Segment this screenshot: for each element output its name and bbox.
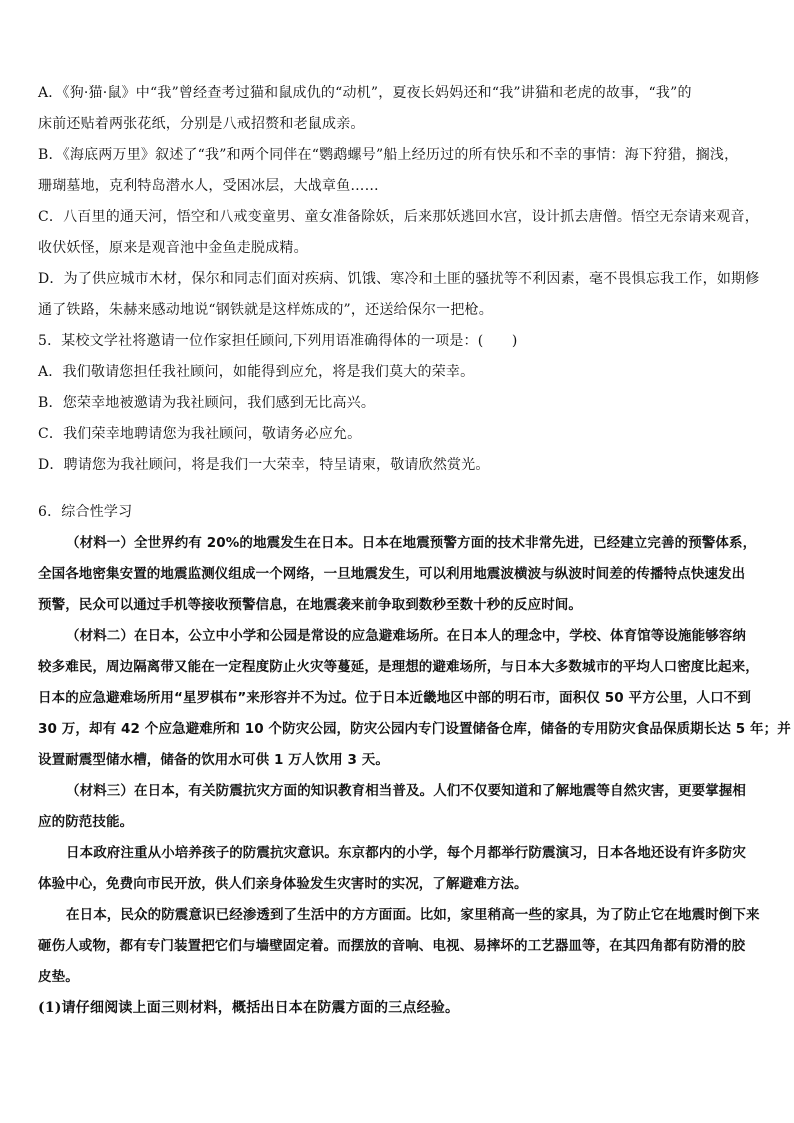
spacer xyxy=(38,481,756,497)
text-line: C．八百里的通天河，悟空和八戒变童男、童女准备除妖，后来那妖逃回水宫，设计抓去唐僧。悟空无奈请来观音， xyxy=(38,209,759,225)
q5-option-d: D．聘请您为我社顾问，将是我们一大荣幸，特呈请柬，敬请欣然赏光。 xyxy=(38,457,490,473)
question-5 xyxy=(38,326,756,481)
text-line: 在日本，民众的防震意识已经渗透到了生活中的方方面面。比如，家里稍高一些的家具，为了防止它在地震时倒下来 xyxy=(66,907,760,923)
text-line: 日本的应急避难场所用“星罗棋布”来形容并不为过。位于日本近畿地区中部的明石市，面积仅 50 平方公里，人口不到 xyxy=(38,690,751,706)
text-line: 较多难民，周边隔离带又能在一定程度防止火灾等蔓延，是理想的避难场所，与日本大多数城市的平均人口密度比起来， xyxy=(38,659,759,675)
text-line: A．《狗·猫·鼠》中“我”曾经查考过猫和鼠成仇的“动机”，夏夜长妈妈还和“我”讲猫和老虎的故事，“我”的 xyxy=(38,85,692,101)
q4-option-d xyxy=(38,264,760,326)
material-1 xyxy=(38,528,756,621)
text-line: （材料二）在日本，公立中小学和公园是常设的应急避难场所。在日本人的理念中，学校、体育馆等设施能够容纳 xyxy=(66,628,746,644)
text-line: 床前还贴着两张花纸，分别是八戒招赘和老鼠成亲。 xyxy=(38,116,365,132)
text-line: 体验中心，免费向市民开放，供人们亲身体验发生灾害时的实况，了解避难方法。 xyxy=(38,876,528,892)
q6-title: 6．综合性学习 xyxy=(38,504,133,520)
text-line: （材料三）在日本，有关防震抗灾方面的知识教育相当普及。人们不仅要知道和了解地震等自然灾害，更要掌握相 xyxy=(66,783,746,799)
text-line: 收伏妖怪，原来是观音池中金鱼走脱成精。 xyxy=(38,240,308,256)
text-line: 珊瑚墓地，克利特岛潜水人，受困冰层，大战章鱼…… xyxy=(38,178,379,194)
q5-option-c: C．我们荣幸地聘请您为我社顾问，敬请务必应允。 xyxy=(38,426,362,442)
text-line: 砸伤人或物，都有专门装置把它们与墙壁固定着。而摆放的音响、电视、易摔坏的工艺器皿等，在其四角都有防滑的胶 xyxy=(38,938,746,954)
question-6 xyxy=(38,497,791,1024)
q4-option-b xyxy=(38,140,756,202)
text-line: B．《海底两万里》叙述了“我”和两个同伴在“鹦鹉螺号”船上经历过的所有快乐和不幸的事情：海下狩猎，搁浅， xyxy=(38,147,739,163)
text-line: 应的防范技能。 xyxy=(38,814,134,830)
q6-sub-question-1: (1)请仔细阅读上面三则材料，概括出日本在防震方面的三点经验。 xyxy=(38,1000,460,1016)
text-line: （材料一）全世界约有 20%的地震发生在日本。日本在地震预警方面的技术非常先进，已经建立完善的预警体系， xyxy=(66,535,757,551)
text-line: 通了铁路，朱赫来感动地说“钢铁就是这样炼成的”，还送给保尔一把枪。 xyxy=(38,302,493,318)
text-line: D．为了供应城市木材，保尔和同志们面对疾病、饥饿、寒冷和土匪的骚扰等不利因素，毫不畏惧忘我工作，如期修 xyxy=(38,271,760,287)
text-line: 30 万，却有 42 个应急避难所和 10 个防灾公园，防灾公园内专门设置储备仓库，储备的专用防灾食品保质期长达 5 年；并 xyxy=(38,721,791,737)
q5-option-b: B．您荣幸地被邀请为我社顾问，我们感到无比高兴。 xyxy=(38,395,376,411)
q5-stem: 5．某校文学社将邀请一位作家担任顾问,下列用语准确得体的一项是：( ) xyxy=(38,333,518,349)
text-line: 全国各地密集安置的地震监测仪组成一个网络，一旦地震发生，可以利用地震波横波与纵波时间差的传播特点快速发出 xyxy=(38,566,746,582)
text-line: 设置耐震型储水槽，储备的饮用水可供 1 万人饮用 3 天。 xyxy=(38,752,389,768)
material-2 xyxy=(38,621,791,776)
exam-page xyxy=(38,78,791,1024)
q5-option-a: A．我们敬请您担任我社顾问，如能得到应允，将是我们莫大的荣幸。 xyxy=(38,364,475,380)
q4-option-a xyxy=(38,78,756,140)
material-3 xyxy=(38,776,756,838)
text-line: 预警，民众可以通过手机等接收预警信息，在地震袭来前争取到数秒至数十秒的反应时间。 xyxy=(38,597,582,613)
text-line: 日本政府注重从小培养孩子的防震抗灾意识。东京都内的小学，每个月都举行防震演习，日本各地还设有许多防灾 xyxy=(66,845,746,861)
text-line: 皮垫。 xyxy=(38,969,79,985)
paragraph-4 xyxy=(38,838,756,900)
q4-option-c xyxy=(38,202,759,264)
paragraph-5 xyxy=(38,900,760,993)
